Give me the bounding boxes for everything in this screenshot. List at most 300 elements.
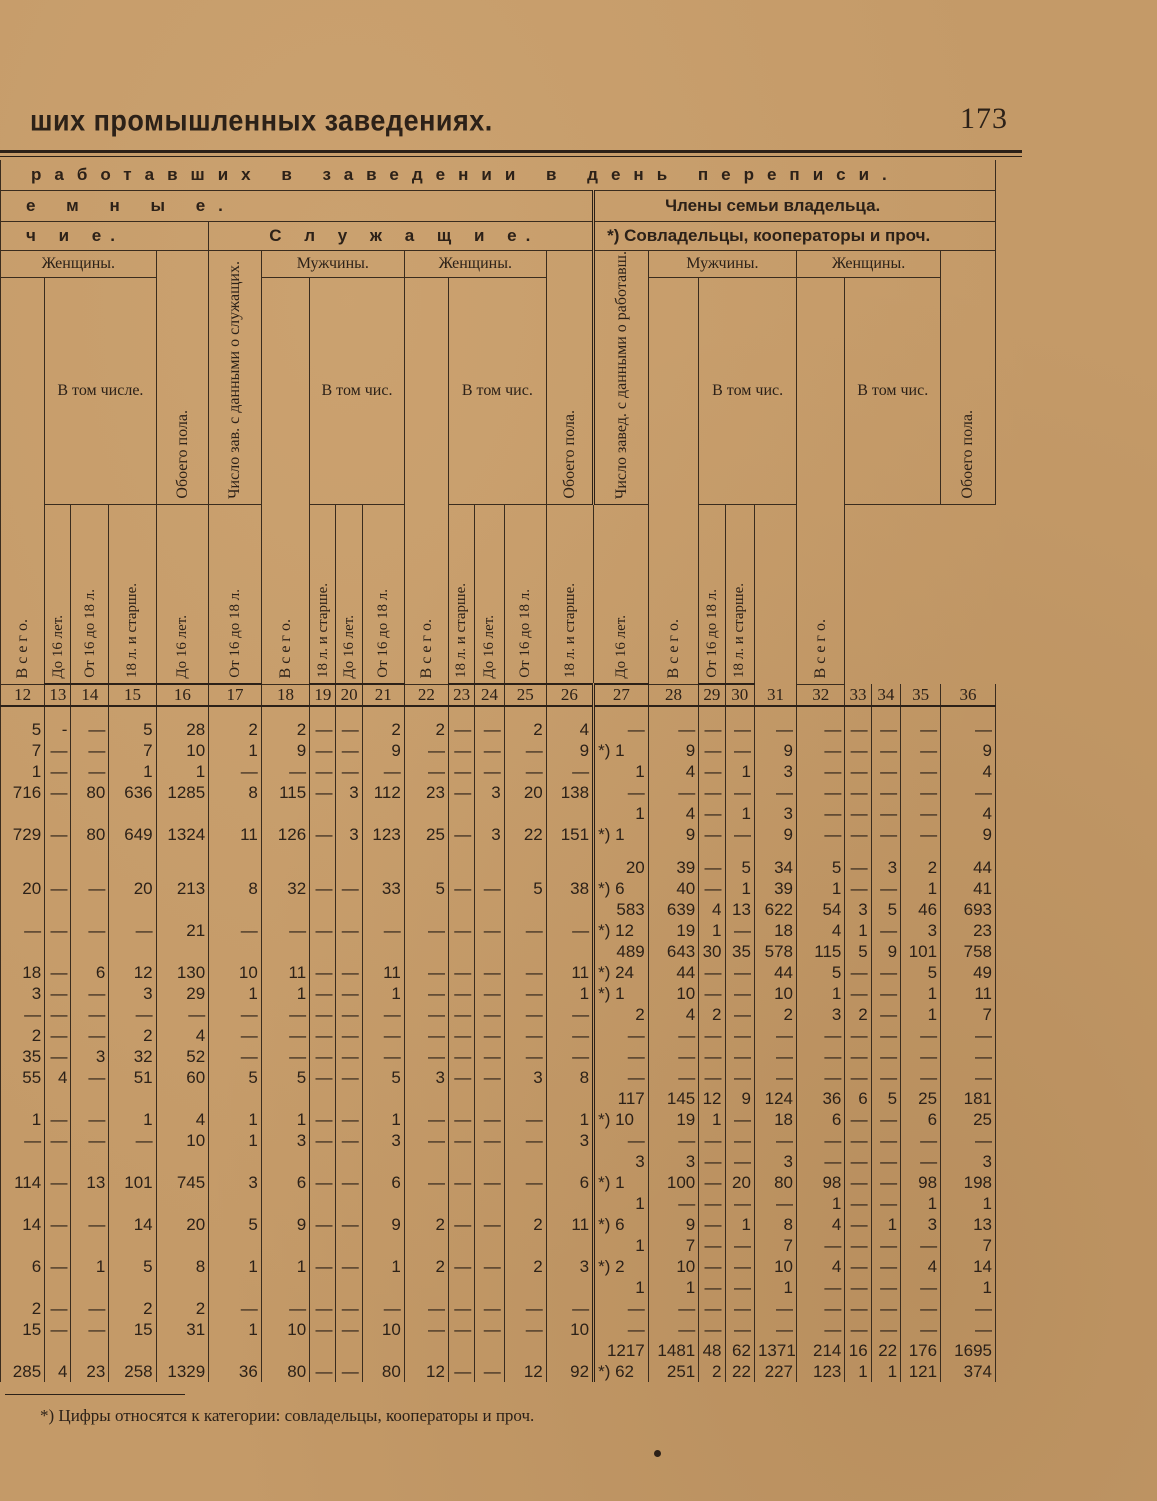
col25-label: 18 л. и старше. [453,583,470,679]
table-cell: — [448,983,474,1004]
table-cell: — [648,1298,698,1319]
table-cell: — [797,740,845,761]
table-cell: — [1,920,45,941]
col33-header [594,505,649,685]
table-cell: — [310,962,336,983]
table-cell: 151 [546,824,593,845]
table-cell: 5 [109,719,156,740]
statistics-table-wrapper [0,160,996,1382]
column-number: 26 [546,684,593,706]
table-cell: — [45,1025,71,1046]
table-cell: — [448,824,474,845]
table-cell: — [871,920,900,941]
table-cell: — [475,1109,504,1130]
table-cell: 25 [901,1088,941,1109]
column-number: 17 [209,684,262,706]
table-cell: 3 [754,803,796,824]
table-cell [448,803,474,824]
table-cell: — [699,1067,725,1088]
table-cell: 3 [475,782,504,803]
table-cell: — [725,962,754,983]
table-row [1,1130,996,1151]
table-cell: 32 [109,1046,156,1067]
table-cell: — [404,1298,448,1319]
table-cell: — [475,1361,504,1382]
table-cell [475,803,504,824]
table-cell: — [336,1067,362,1088]
table-cell: 9 [871,941,900,962]
table-cell: 1 [109,761,156,782]
table-cell: *) 24 [594,962,649,983]
table-cell: — [754,1319,796,1340]
table-cell [109,941,156,962]
table-cell: — [901,740,941,761]
table-cell: 3 [648,1151,698,1172]
table-cell [504,845,546,857]
table-cell: 54 [797,899,845,920]
table-cell: — [754,1025,796,1046]
table-cell: 2 [1,1298,45,1319]
table-row [1,1235,996,1256]
table-cell: — [404,1130,448,1151]
table-cell: 3 [754,761,796,782]
table-cell: — [209,920,262,941]
table-cell [261,1193,309,1214]
table-cell: 15 [109,1319,156,1340]
table-cell: — [845,878,871,899]
table-cell [209,1277,262,1298]
col30-header [504,505,546,685]
table-cell: 1 [901,1193,941,1214]
table-cell [109,1151,156,1172]
table-cell: — [871,782,900,803]
table-cell: 11 [546,1214,593,1235]
table-cell: — [901,1277,941,1298]
table-cell [209,803,262,824]
table-cell: 2 [156,1298,209,1319]
table-row [1,1172,996,1193]
top-rule-thin [0,156,1022,157]
table-cell: 1 [901,983,941,1004]
table-cell [845,845,871,857]
table-cell: 1 [109,1109,156,1130]
table-cell: — [71,740,109,761]
table-cell [362,899,404,920]
table-cell [209,857,262,878]
table-cell [261,857,309,878]
table-cell: — [845,1025,871,1046]
table-cell [71,1193,109,1214]
table-cell [404,1193,448,1214]
table-cell: — [310,740,336,761]
table-cell: — [504,1172,546,1193]
table-cell: — [448,740,474,761]
table-cell [475,706,504,719]
table-cell [71,1277,109,1298]
table-cell [109,1235,156,1256]
table-cell: — [336,1256,362,1277]
table-cell: 4 [648,1004,698,1025]
table-cell: — [845,824,871,845]
table-cell [362,1088,404,1109]
table-cell: — [310,1067,336,1088]
table-cell: 100 [648,1172,698,1193]
table-cell: — [310,782,336,803]
table-cell: — [45,824,71,845]
table-cell [362,1277,404,1298]
table-cell: — [871,1277,900,1298]
table-cell: 20 [594,857,649,878]
group-men-owners: Мужчины. [648,251,796,278]
table-cell [699,845,725,857]
table-cell: — [109,920,156,941]
table-cell: — [941,1130,996,1151]
table-cell [1,845,45,857]
table-cell: — [845,740,871,761]
table-cell: — [754,1046,796,1067]
column-number: 24 [475,684,504,706]
table-cell: — [901,1235,941,1256]
table-cell: — [845,1193,871,1214]
table-cell: — [310,824,336,845]
table-cell: — [754,1298,796,1319]
col34-header [699,505,725,685]
table-cell: — [261,920,309,941]
table-cell: 39 [754,878,796,899]
table-cell: 1 [594,1235,649,1256]
table-cell [404,1088,448,1109]
table-cell: 176 [901,1340,941,1361]
table-cell: 5 [209,1067,262,1088]
table-cell: 3 [475,824,504,845]
table-cell: — [45,1130,71,1151]
table-cell: — [448,1046,474,1067]
table-cell: 11 [261,962,309,983]
col16-label: Обоего пола. [173,410,191,500]
table-cell: — [310,983,336,1004]
table-row [1,719,996,740]
table-cell [156,1235,209,1256]
table-cell: — [648,1025,698,1046]
table-cell: 649 [109,824,156,845]
table-cell: — [845,962,871,983]
table-cell: — [725,782,754,803]
table-cell [45,899,71,920]
table-cell: — [941,719,996,740]
table-cell: — [725,1151,754,1172]
table-cell: — [45,740,71,761]
table-cell [448,1235,474,1256]
table-row [1,740,996,761]
table-cell: 5 [404,878,448,899]
table-cell: 578 [754,941,796,962]
column-number: 23 [448,684,474,706]
table-cell: 19 [648,920,698,941]
table-cell: — [71,719,109,740]
table-cell: 121 [901,1361,941,1382]
table-cell: 98 [901,1172,941,1193]
table-cell [504,706,546,719]
table-cell [1,1340,45,1361]
table-cell: *) 1 [594,740,649,761]
table-cell: — [45,1172,71,1193]
table-cell: — [71,1214,109,1235]
table-cell: — [941,1025,996,1046]
table-cell: 5 [209,1214,262,1235]
table-cell: 34 [754,857,796,878]
column-number: 34 [871,684,900,706]
table-cell: — [404,920,448,941]
table-cell: — [45,761,71,782]
table-cell: — [336,1361,362,1382]
table-cell: 123 [797,1361,845,1382]
table-cell: — [475,1046,504,1067]
table-cell: 4 [941,803,996,824]
table-cell [404,1151,448,1172]
table-cell: 258 [109,1361,156,1382]
table-cell: — [336,962,362,983]
table-cell: 126 [261,824,309,845]
table-cell: — [845,782,871,803]
group-women-owners: Женщины. [797,251,941,278]
table-cell: *) 2 [594,1256,649,1277]
table-cell: — [699,1193,725,1214]
table-row [1,761,996,782]
table-cell: 5 [797,962,845,983]
group-women-employees: Женщины. [404,251,546,278]
table-row [1,1004,996,1025]
table-cell: 5 [504,878,546,899]
table-cell: — [725,1193,754,1214]
table-cell: 117 [594,1088,649,1109]
table-cell: — [941,782,996,803]
table-cell: 11 [941,983,996,1004]
table-cell: — [725,1130,754,1151]
table-cell: — [871,1298,900,1319]
table-cell: — [504,1004,546,1025]
subsection-employees: С л у ж а щ и е. [209,222,594,251]
column-number: 31 [754,684,796,706]
table-cell [504,1193,546,1214]
table-row [1,845,996,857]
table-cell: 19 [648,1109,698,1130]
table-cell: 80 [362,1361,404,1382]
table-cell [362,1193,404,1214]
table-cell: — [45,983,71,1004]
col36-header [941,251,996,505]
table-cell: — [475,1025,504,1046]
table-row [1,824,996,845]
table-cell: 729 [1,824,45,845]
table-cell [71,1340,109,1361]
table-cell: — [845,1046,871,1067]
col26-header [546,251,593,505]
footnote-rule [5,1394,185,1395]
table-cell: 3 [1,983,45,1004]
table-cell: — [699,1235,725,1256]
table-cell: — [901,761,941,782]
table-cell [725,845,754,857]
table-cell: 1 [871,1214,900,1235]
table-cell: 1285 [156,782,209,803]
group-women-workers: Женщины. [1,251,157,278]
table-cell: 1 [871,1361,900,1382]
table-cell: — [699,803,725,824]
table-cell [362,941,404,962]
table-cell: 2 [754,1004,796,1025]
table-cell [310,706,336,719]
table-cell: — [845,1235,871,1256]
table-cell: — [504,1109,546,1130]
table-cell: — [448,1004,474,1025]
table-cell: 2 [699,1004,725,1025]
table-cell: 52 [156,1046,209,1067]
table-cell [797,845,845,857]
table-cell: 3 [546,1130,593,1151]
table-cell: 2 [901,857,941,878]
table-cell [109,845,156,857]
table-cell [156,845,209,857]
col32-header [797,278,845,685]
table-cell [546,1277,593,1298]
table-cell [475,1151,504,1172]
col17-label: Число зав. с данными о служащих. [226,261,244,500]
table-cell: 1 [362,983,404,1004]
table-cell: 1 [546,983,593,1004]
col27-header [594,251,649,505]
col23-header [336,505,362,685]
table-cell: 1 [156,761,209,782]
table-cell [404,803,448,824]
table-cell: 4 [648,803,698,824]
table-cell: — [845,983,871,1004]
table-cell: — [725,1004,754,1025]
table-cell [504,857,546,878]
table-cell: 3 [404,1067,448,1088]
col28-label: В с е г о. [664,619,682,679]
table-cell: — [45,1256,71,1277]
col16-header [156,251,209,505]
table-cell: 2 [362,719,404,740]
table-cell: 80 [71,782,109,803]
table-cell: — [336,1172,362,1193]
table-cell: 51 [109,1067,156,1088]
section-family-members: Члены семьи владельца. [594,191,996,222]
table-cell: 4 [797,1214,845,1235]
column-number: 33 [845,684,871,706]
table-cell: — [336,1214,362,1235]
table-cell [109,1088,156,1109]
table-cell [261,1340,309,1361]
table-cell: 2 [209,719,262,740]
table-cell: 10 [546,1319,593,1340]
table-cell: — [475,920,504,941]
table-cell: — [475,740,504,761]
table-cell [209,941,262,962]
table-cell: 6 [797,1109,845,1130]
table-cell: — [594,1067,649,1088]
table-cell: — [725,1277,754,1298]
table-cell: — [475,1214,504,1235]
table-cell: — [209,1298,262,1319]
table-cell: — [45,878,71,899]
table-cell: — [546,1298,593,1319]
table-cell: — [797,1025,845,1046]
table-cell: — [871,761,900,782]
table-cell: 9 [941,740,996,761]
table-cell [546,803,593,824]
table-row [1,878,996,899]
subsection-workers: ч и е. [1,222,209,251]
table-cell: — [209,761,262,782]
col18-label: В с е г о. [276,619,294,679]
table-cell: — [797,761,845,782]
table-cell: 2 [594,1004,649,1025]
col12-label: В с е г о. [13,619,31,679]
table-cell: — [448,1256,474,1277]
table-cell: — [797,1067,845,1088]
table-cell: 25 [404,824,448,845]
table-cell: — [901,1130,941,1151]
col22-label: В с е г о. [417,619,435,679]
table-cell: 9 [941,824,996,845]
table-cell: — [310,1004,336,1025]
table-cell: 32 [261,878,309,899]
table-body [1,706,996,1382]
column-number: 29 [699,684,725,706]
table-cell: — [845,1298,871,1319]
table-cell: 55 [1,1067,45,1088]
table-cell: — [336,719,362,740]
table-cell: — [845,857,871,878]
table-cell: — [546,1046,593,1067]
table-cell: 31 [156,1319,209,1340]
col35-header [725,505,754,685]
table-cell: 2 [504,1256,546,1277]
table-cell: 1 [725,803,754,824]
table-cell [504,1151,546,1172]
table-cell [725,706,754,719]
table-cell: — [648,1046,698,1067]
table-cell: — [845,1172,871,1193]
table-cell: 1 [941,1193,996,1214]
table-cell: — [336,761,362,782]
table-cell [797,706,845,719]
table-cell: — [310,1130,336,1151]
table-cell: — [448,761,474,782]
table-cell: — [941,1067,996,1088]
table-cell: 62 [725,1340,754,1361]
table-cell: — [475,719,504,740]
table-cell: — [699,983,725,1004]
table-cell: 35 [1,1046,45,1067]
table-cell: — [404,1004,448,1025]
table-cell: 7 [941,1235,996,1256]
table-cell: — [448,920,474,941]
table-row [1,941,996,962]
table-cell [310,899,336,920]
table-cell: 2 [404,1214,448,1235]
table-cell: — [594,1025,649,1046]
table-cell: 20 [156,1214,209,1235]
table-cell: 6 [845,1088,871,1109]
table-cell: 1329 [156,1361,209,1382]
table-cell: 5 [109,1256,156,1277]
table-cell: 22 [871,1340,900,1361]
table-row [1,1088,996,1109]
table-cell [156,1277,209,1298]
table-cell: 1 [845,920,871,941]
